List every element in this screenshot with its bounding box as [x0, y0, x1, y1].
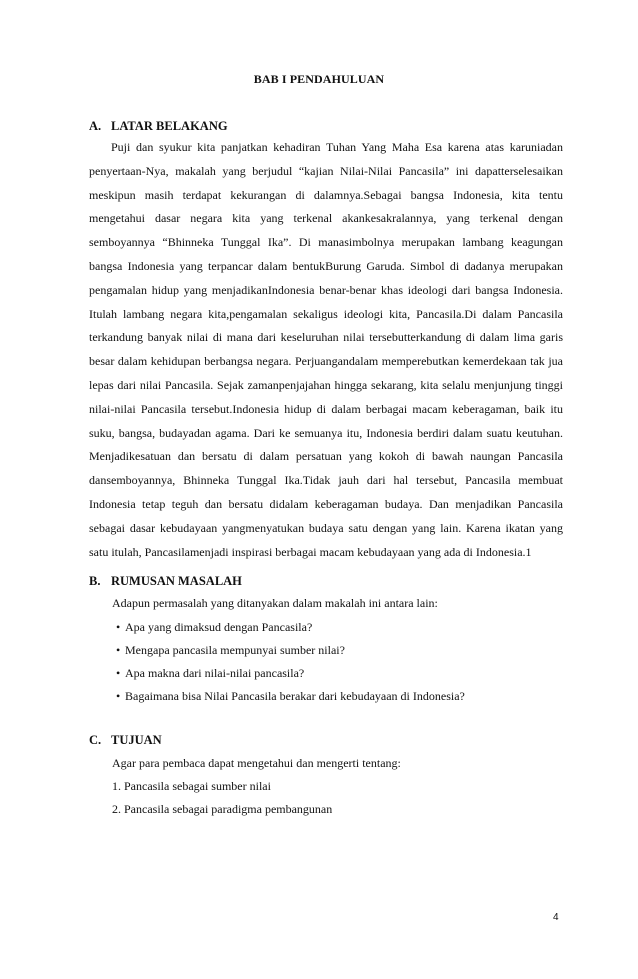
- list-item: [116, 620, 312, 635]
- section-b-intro: Adapun permasalah yang ditanyakan dalam makalah ini antara lain:: [112, 596, 438, 610]
- section-a-paragraph: Puji dan syukur kita panjatkan kehadiran Tuhan Yang Maha Esa karena atas karuniadan penyertaan-Nya, makalah yang berjudul “kajian Nilai-Nilai Pancasila” ini dapatterselesaikan meskipun masih terdapat kekurangan di dalamnya.Sebagai bangsa Indonesia, kita tentu mengetahui dasar negara kita yang terkenal akankesakralannya, yang terkenal dengan semboyannya “Bhinneka Tunggal Ika”. Di manasimbolnya merupakan lambang keagungan bangsa Indonesia yang terpancar dalam bentukBurung Garuda. Simbol di dadanya merupakan pengamalan hidup yang menjadikanIndonesia benar-benar khas ideologi dari bangsa Indonesia. Itulah lambang negara kita,pengamalan sekaligus ideologi kita, Pancasila.Di dalam Pancasila terkandung banyak nilai di mana dari keseluruhan nilai tersebutterkandung di dalam lima garis besar dalam kehidupan berbangsa negara. Perjuangandalam memperebutkan kemerdekaan tak jua lepas dari nilai Pancasila. Sejak zamanpenjajahan hingga sekarang, kita selalu menjunjung tinggi nilai-nilai Pancasila tersebut.Indonesia hidup di dalam berbagai macam keberagaman, baik itu suku, bangsa, budayadan agama. Dari ke semuanya itu, Indonesia berdiri dalam suatu keutuhan. Menjadikesatuan dan bersatu di dalam persatuan yang kokoh di bawah naungan Pancasila dansemboyannya, Bhinneka Tunggal Ika.Tidak jauh dari hal tersebut, Pancasila membuat Indonesia tetap teguh dan bersatu didalam keberagaman budaya. Dan menjadikan Pancasila sebagai dasar kebudayaan yangmenyatukan budaya satu dengan yang lain. Karena ikatan yang satu itulah, Pancasilamenjadi inspirasi berbagai macam kebudayaan yang ada di Indonesia.1: [89, 140, 563, 559]
- chapter-title: BAB I PENDAHULUAN: [253, 72, 385, 86]
- section-a-title: LATAR BELAKANG: [111, 119, 228, 133]
- bullet-icon: •: [116, 666, 121, 680]
- list-item-text: Apa makna dari nilai-nilai pancasila?: [125, 666, 305, 680]
- list-item: [116, 643, 345, 658]
- section-c-heading: [89, 733, 162, 748]
- section-a-number: A.: [89, 119, 102, 133]
- bullet-icon: •: [116, 689, 121, 703]
- section-b-title: RUMUSAN MASALAH: [111, 574, 242, 588]
- list-item-text: Apa yang dimaksud dengan Pancasila?: [125, 620, 313, 634]
- list-item-text: Mengapa pancasila mempunyai sumber nilai?: [125, 643, 345, 657]
- section-c-title: TUJUAN: [111, 733, 162, 747]
- list-item-text: Bagaimana bisa Nilai Pancasila berakar dari kebudayaan di Indonesia?: [125, 689, 465, 703]
- bullet-icon: •: [116, 643, 121, 657]
- section-a-heading: [89, 119, 228, 134]
- list-item: 2. Pancasila sebagai paradigma pembangunan: [112, 802, 333, 816]
- bullet-icon: •: [116, 620, 121, 634]
- section-b-number: B.: [89, 574, 101, 588]
- page-number: 4: [553, 912, 559, 923]
- section-c-intro: Agar para pembaca dapat mengetahui dan mengerti tentang:: [112, 756, 401, 770]
- section-c-number: C.: [89, 733, 102, 747]
- list-item: [116, 689, 465, 704]
- list-item: 1. Pancasila sebagai sumber nilai: [112, 779, 271, 793]
- list-item: [116, 666, 304, 681]
- section-b-heading: [89, 574, 242, 589]
